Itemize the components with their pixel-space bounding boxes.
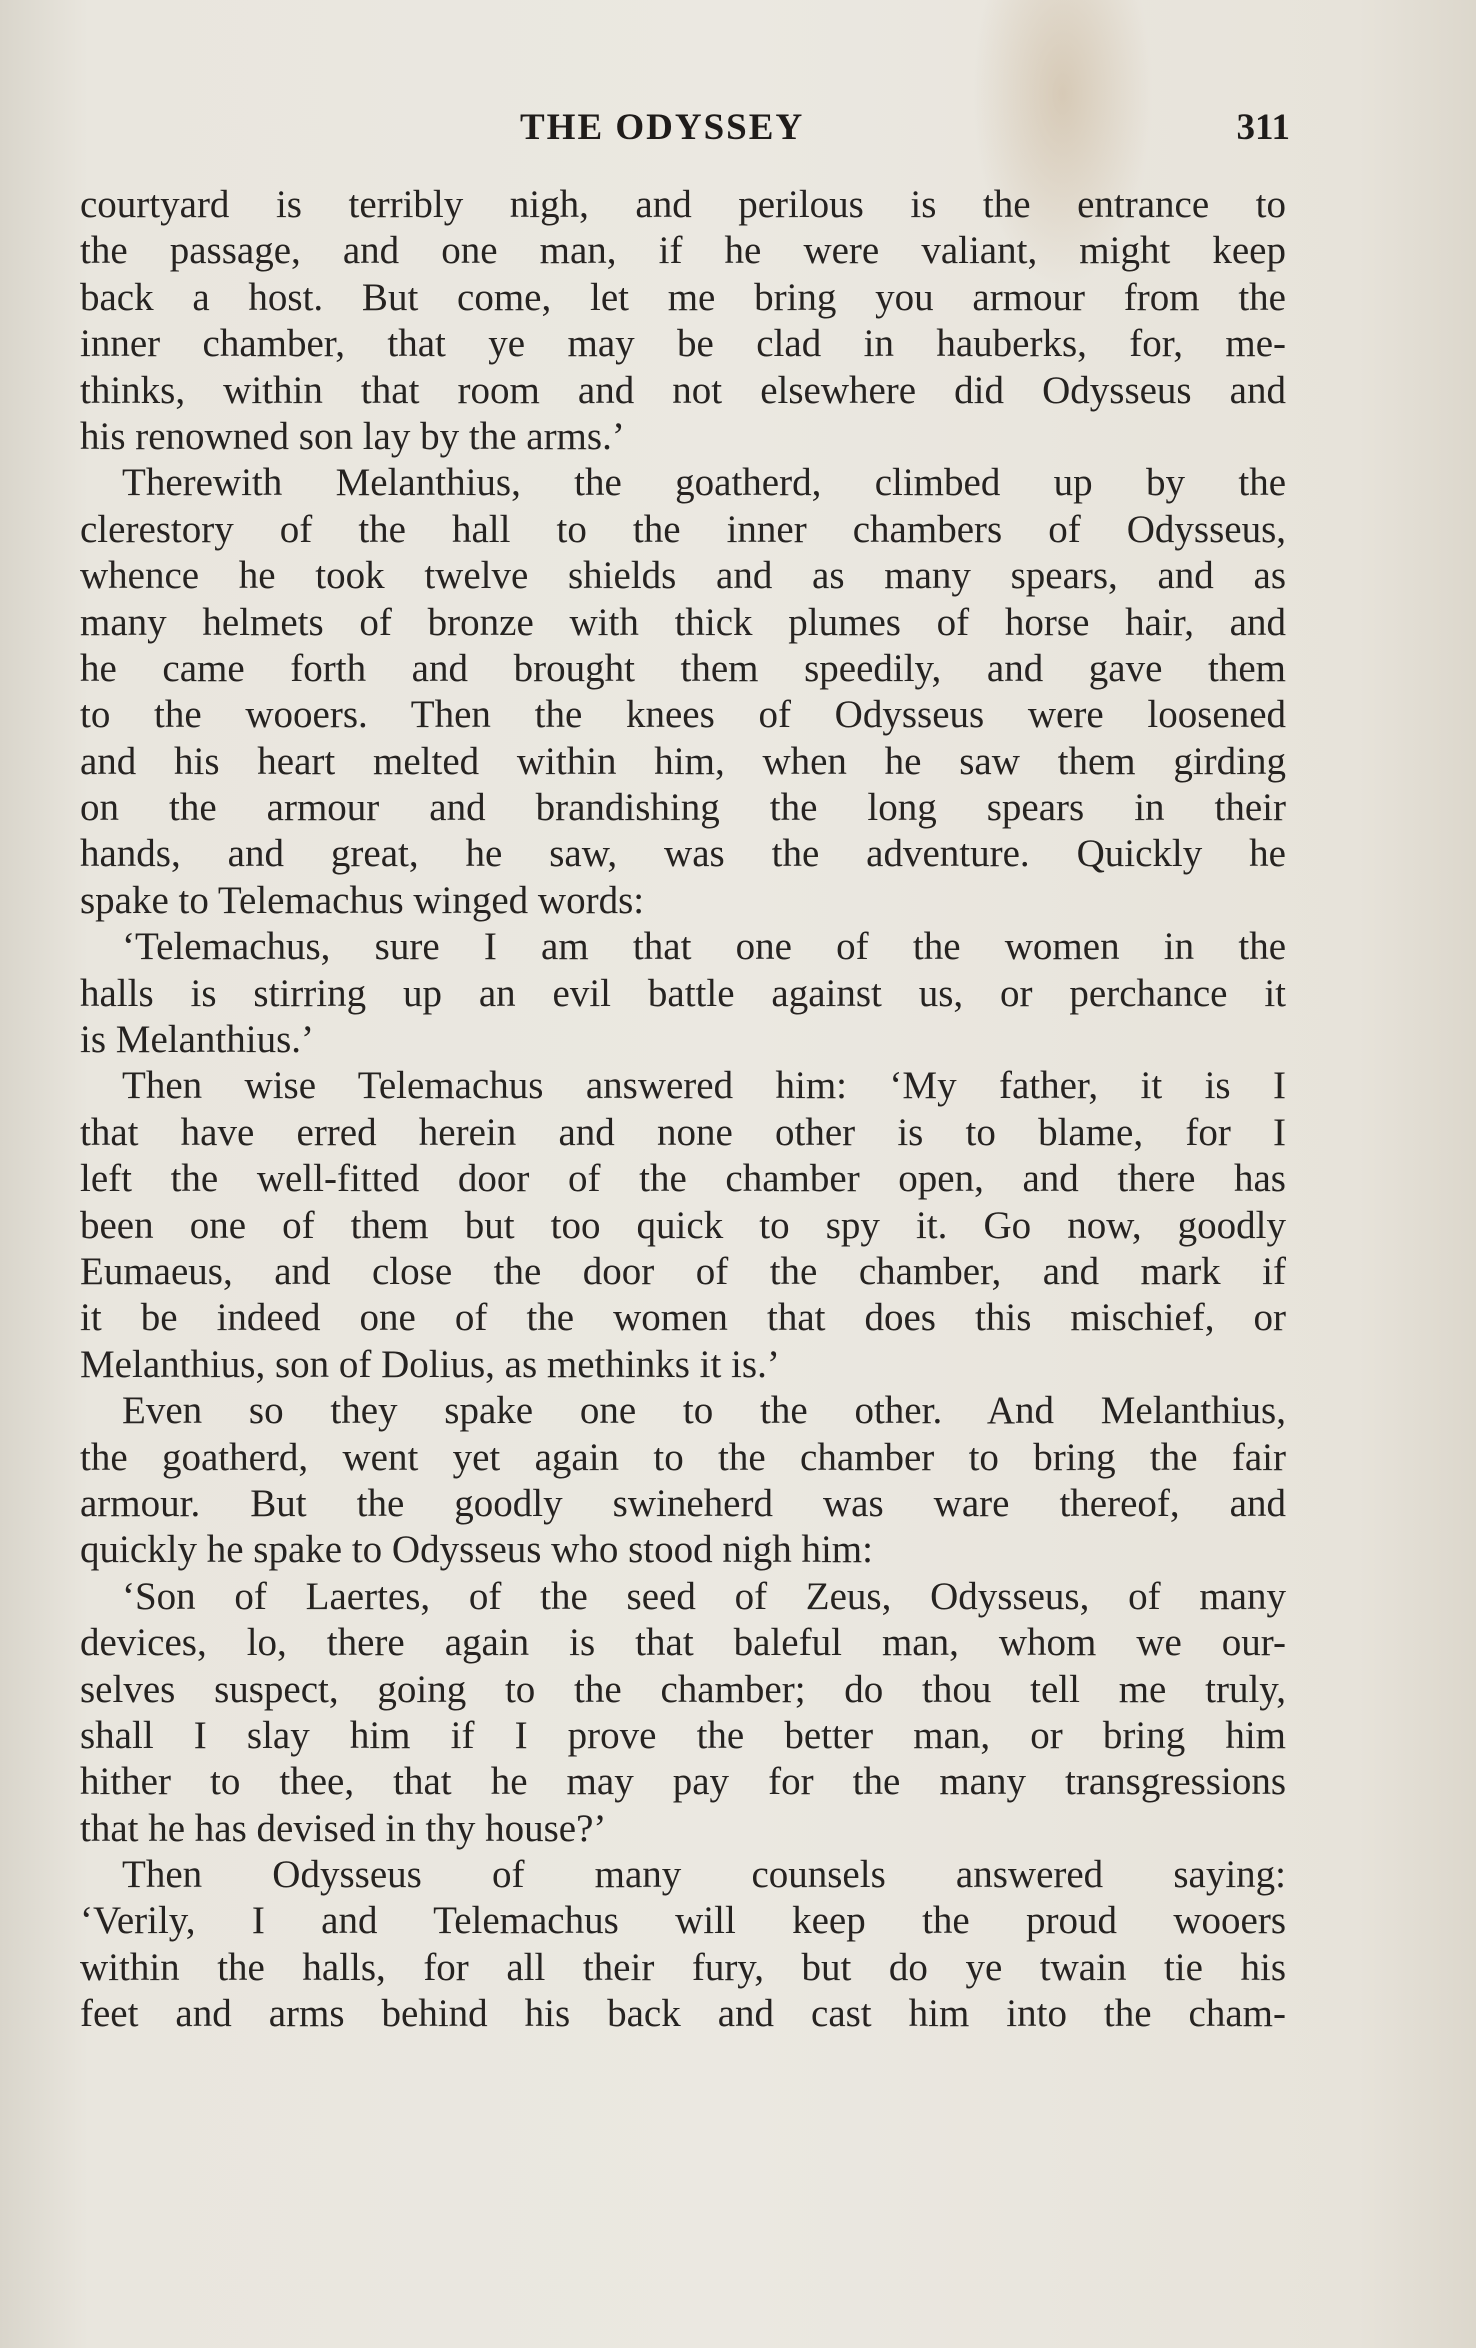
text-line: back a host. But come, let me bring you armour from the xyxy=(80,275,1286,319)
text-line: that have erred herein and none other is to blame, for I xyxy=(80,1110,1286,1154)
text-line: inner chamber, that ye may be clad in hauberks, for, me- xyxy=(80,322,1286,366)
text-line: he came forth and brought them speedily, and gave them xyxy=(80,646,1286,690)
text-line: courtyard is terribly nigh, and perilous is the entrance to xyxy=(80,183,1286,226)
text-line: Then wise Telemachus answered him: ‘My father, it is I xyxy=(122,1064,1286,1108)
body-text xyxy=(80,182,1286,2038)
text-line: whence he took twelve shields and as many spears, and as xyxy=(80,554,1286,598)
text-line: within the halls, for all their fury, but do ye twain tie his xyxy=(80,1945,1286,1989)
text-line: shall I slay him if I prove the better man, or bring him xyxy=(80,1713,1286,1757)
text-line: ‘Verily, I and Telemachus will keep the proud wooers xyxy=(80,1899,1286,1943)
running-title: THE ODYSSEY xyxy=(520,107,805,148)
text-line: Melanthius, son of Dolius, as methinks it is.’ xyxy=(80,1342,780,1386)
text-line: ‘Telemachus, sure I am that one of the women in the xyxy=(122,925,1286,969)
text-line: been one of them but too quick to spy it. Go now, goodly xyxy=(80,1203,1286,1247)
text-line: Therewith Melanthius, the goatherd, climbed up by the xyxy=(122,461,1286,505)
text-line: left the well-fitted door of the chamber open, and there has xyxy=(80,1157,1286,1201)
text-line: hither to thee, that he may pay for the many transgressions xyxy=(80,1760,1286,1804)
text-line: spake to Telemachus winged words: xyxy=(80,878,645,922)
text-line: and his heart melted within him, when he saw them girding xyxy=(80,739,1286,783)
text-line: thinks, within that room and not elsewhere did Odysseus and xyxy=(80,368,1286,412)
text-line: halls is stirring up an evil battle against us, or perchance it xyxy=(80,971,1286,1015)
text-line: Even so they spake one to the other. And Melanthius, xyxy=(122,1389,1286,1433)
text-line: feet and arms behind his back and cast him into the cham- xyxy=(80,1992,1286,2036)
text-line: is Melanthius.’ xyxy=(80,1018,314,1062)
text-line: the passage, and one man, if he were valiant, might keep xyxy=(80,229,1286,273)
text-line: hands, and great, he saw, was the adventure. Quickly he xyxy=(80,832,1286,876)
text-line: Then Odysseus of many counsels answered saying: xyxy=(122,1853,1286,1897)
text-line: devices, lo, there again is that baleful man, whom we our- xyxy=(80,1621,1286,1665)
text-line: quickly he spake to Odysseus who stood nigh him: xyxy=(80,1528,873,1572)
text-line: to the wooers. Then the knees of Odysseus were loosened xyxy=(80,693,1286,737)
text-line: on the armour and brandishing the long spears in their xyxy=(80,786,1286,830)
text-line: many helmets of bronze with thick plumes of horse hair, and xyxy=(80,600,1286,644)
text-line: armour. But the goodly swineherd was ware thereof, and xyxy=(80,1481,1286,1525)
text-line: clerestory of the hall to the inner chambers of Odysseus, xyxy=(80,507,1286,551)
text-line: ‘Son of Laertes, of the seed of Zeus, Odysseus, of many xyxy=(122,1574,1286,1618)
text-line: Eumaeus, and close the door of the chamber, and mark if xyxy=(80,1249,1286,1293)
page-number: 311 xyxy=(1236,107,1290,148)
text-line: his renowned son lay by the arms.’ xyxy=(80,414,625,458)
text-line: selves suspect, going to the chamber; do thou tell me truly, xyxy=(80,1667,1286,1711)
text-line: the goatherd, went yet again to the chamber to bring the fair xyxy=(80,1435,1286,1479)
page-header xyxy=(0,104,1476,152)
text-line: it be indeed one of the women that does this mischief, or xyxy=(80,1296,1286,1340)
text-line: that he has devised in thy house?’ xyxy=(80,1806,607,1850)
